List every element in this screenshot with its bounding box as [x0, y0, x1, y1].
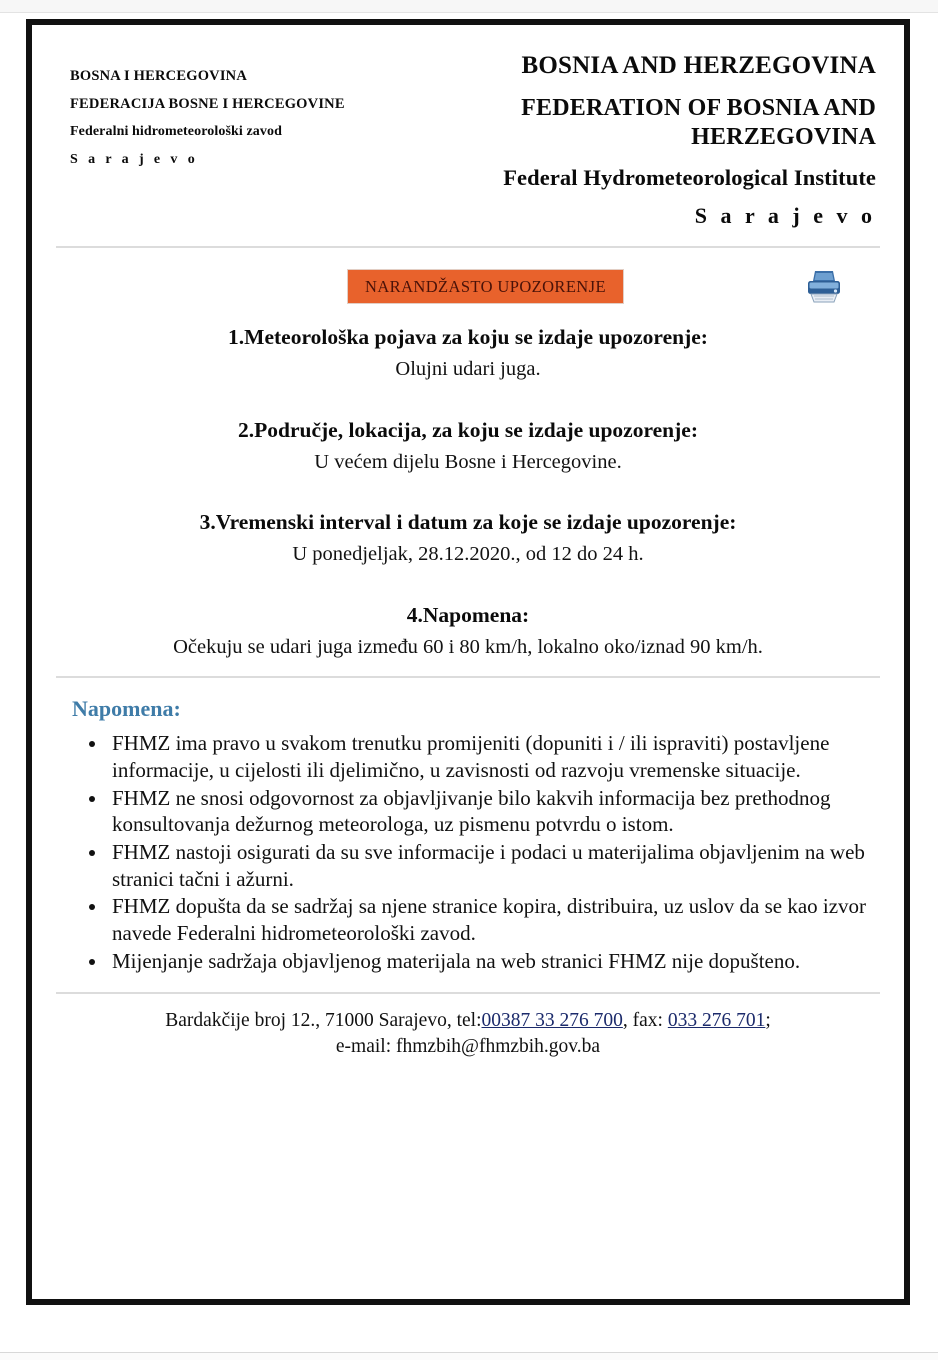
masthead [54, 25, 882, 236]
footer-fax-label: , fax: [622, 1010, 668, 1032]
section-3-body: U ponedjeljak, 28.12.2020., od 12 do 24 h. [292, 543, 644, 566]
section-1-heading: 1.Meteorološka pojava za koju se izdaje upozorenje: [228, 325, 708, 350]
masthead-english [441, 51, 882, 230]
english-country-name: BOSNIA AND HERZEGOVINA [521, 52, 876, 79]
footer-email-line: e-mail: fhmzbih@fhmzbih.gov.ba [335, 1035, 601, 1057]
printer-icon[interactable] [802, 266, 846, 306]
divider-above-notes [56, 676, 880, 678]
local-federation-name: FEDERACIJA BOSNE I HERCEGOVINE [70, 96, 345, 113]
contact-footer [54, 994, 882, 1059]
section-2-heading: 2.Područje, lokacija, za koju se izdaje upozorenje: [238, 417, 698, 442]
warning-level-badge[interactable]: NARANDŽASTO UPOZORENJE [348, 270, 623, 303]
disclaimer-list [60, 730, 876, 974]
list-item: • FHMZ ima pravo u svakom trenutku promijeniti (dopuniti i / ili ispraviti) postavljene informacije, u cijelosti ili djelimično, u zavisnosti od razvoju vremenske situacije. [108, 730, 876, 783]
english-federation-name: FEDERATION OF BOSNIA AND HERZEGOVINA [521, 94, 876, 150]
section-1-body: Olujni udari juga. [395, 358, 541, 381]
list-item: • FHMZ ne snosi odgovornost za objavljivanje bilo kakvih informacija bez prethodnog konsultovanja dežurnog meteorologa, uz pismenu potvrdu o istom. [108, 785, 876, 838]
local-country-name: BOSNA I HERCEGOVINA [70, 68, 248, 84]
section-4-heading: 4.Napomena: [406, 602, 530, 627]
section-3-heading: 3.Vremenski interval i datum za koje se izdaje upozorenje: [199, 510, 737, 535]
bulletin-document [26, 19, 910, 1305]
footer-semicolon: ; [765, 1010, 771, 1032]
list-item: • FHMZ dopušta da se sadržaj sa njene stranice kopira, distribuira, uz uslov da se kao izvor navede Federalni hidrometeorološki zavod. [108, 893, 876, 946]
masthead-local [54, 51, 441, 168]
phone-link[interactable]: 00387 33 276 700 [481, 1010, 623, 1032]
section-4-body: Očekuju se udari juga između 60 i 80 km/h, lokalno oko/iznad 90 km/h. [173, 635, 763, 658]
list-item: • FHMZ nastoji osigurati da su sve informacije i podaci u materijalima objavljenim na web stranici tačni i ažurni. [108, 839, 876, 892]
disclaimer-title: Napomena: [72, 696, 181, 722]
fax-link[interactable]: 033 276 701 [667, 1010, 766, 1032]
english-institute-name: Federal Hydrometeorological Institute [503, 165, 876, 191]
footer-address-line [74, 1008, 862, 1033]
disclaimer-section [54, 696, 882, 974]
english-city-name: S a r a j e v o [694, 203, 876, 229]
local-city-name: S a r a j e v o [70, 152, 199, 168]
local-institute-name: Federalni hidrometeorološki zavod [70, 124, 282, 140]
list-item: • Mijenjanje sadržaja objavljenog materijala na web stranici FHMZ nije dopušteno. [108, 948, 876, 975]
divider-under-masthead [56, 246, 880, 248]
warning-banner-row [54, 262, 882, 324]
section-2-body: U većem dijelu Bosne i Hercegovine. [314, 450, 622, 473]
warning-sections [54, 324, 882, 660]
top-page-strip [0, 0, 938, 13]
footer-address-text: Bardakčije broj 12., 71000 Sarajevo, tel: [165, 1010, 482, 1032]
